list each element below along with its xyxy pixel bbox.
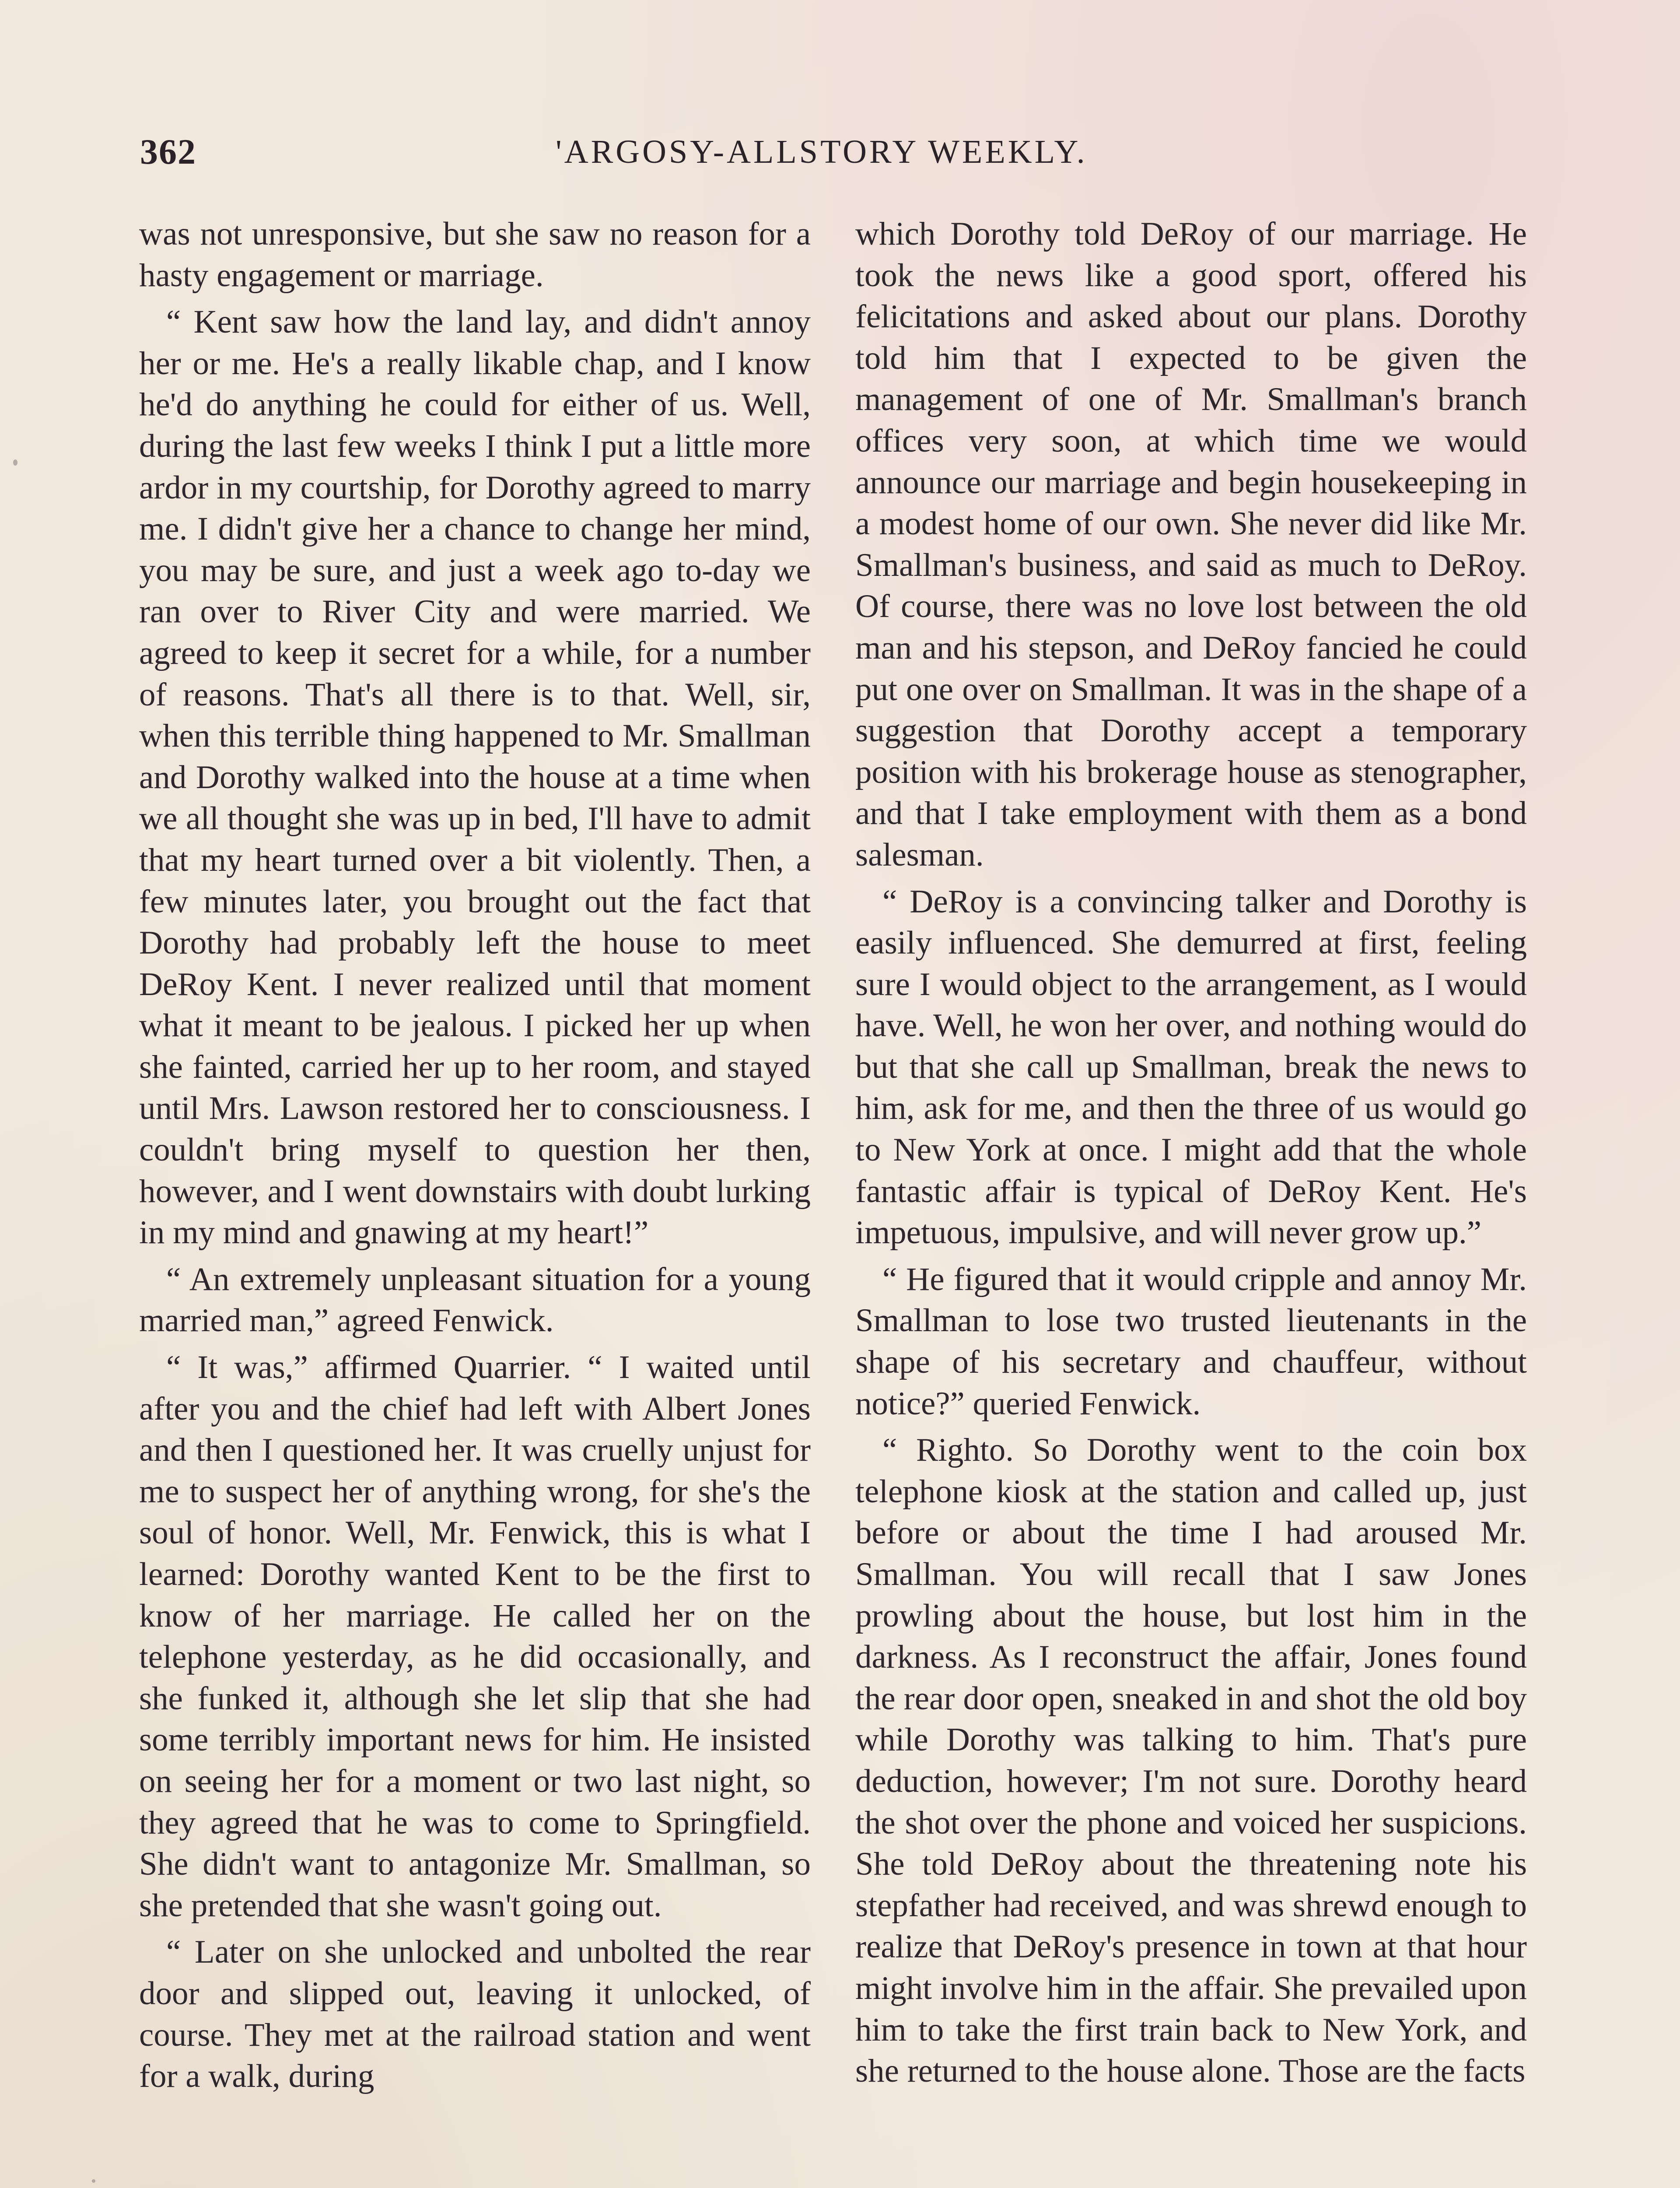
right-column bbox=[855, 214, 1527, 2097]
paper-speck bbox=[92, 2179, 95, 2183]
paragraph: “ Kent saw how the land lay, and didn't annoy her or me. He's a really likable chap, and I know he'd do anything he could for either of us. Well, during the last few weeks I think I put a little more ardor in my courtship, for Dorothy agreed to marry me. I didn't give her a chance to change her mind, you may be sure, and just a week ago to-day we ran over to River City and were married. We agreed to keep it secret for a while, for a number of reasons. That's all there is to that. Well, sir, when this terrible thing happened to Mr. Smallman and Dorothy walked into the house at a time when we all thought she was up in bed, I'll have to admit that my heart turned over a bit violently. Then, a few minutes later, you brought out the fact that Dorothy had probably left the house to meet DeRoy Kent. I never realized until that moment what it meant to be jealous. I picked her up when she fainted, carried her up to her room, and stayed until Mrs. Lawson restored her to consciousness. I couldn't bring myself to question her then, however, and I went downstairs with doubt lurking in my mind and gnawing at my heart!” bbox=[139, 304, 811, 1251]
paragraph: “ Righto. So Dorothy went to the coin box telephone kiosk at the station and called up, just before or about the time I had aroused Mr. Smallman. You will recall that I saw Jones prowling about the house, but lost him in the darkness. As I reconstruct the affair, Jones found the rear door open, sneaked in and shot the old boy while Dorothy was talking to him. That's pure deduction, however; I'm not sure. Dorothy heard the shot over the phone and voiced her suspicions. She told DeRoy about the threatening note his stepfather had received, and was shrewd enough to realize that DeRoy's presence in town at that hour might involve him in the affair. She prevailed upon him to take the first train back to New York, and she returned to the house alone. Those are the facts bbox=[855, 1432, 1527, 2090]
paragraph: “ It was,” affirmed Quarrier. “ I waited until after you and the chief had left with Albert Jones and then I questioned her. It was cruelly unjust for me to suspect her of anything wrong, for she's the soul of honor. Well, Mr. Fenwick, this is what I learned: Dorothy wanted Kent to be the first to know of her marriage. He called her on the telephone yesterday, as he did occasionally, and she funked it, although she let slip that she had some terribly important news for him. He insisted on seeing her for a moment or two last night, so they agreed that he was to come to Springfield. She didn't want to antagonize Mr. Smallman, so she pretended that she wasn't going out. bbox=[139, 1349, 811, 1924]
paragraph: was not unresponsive, but she saw no reason for a hasty engagement or marriage. bbox=[139, 216, 811, 294]
page-header bbox=[140, 131, 1531, 179]
running-head: 'ARGOSY-ALLSTORY WEEKLY. bbox=[556, 133, 1088, 170]
paragraph: “ An extremely unpleasant situation for a young married man,” agreed Fenwick. bbox=[139, 1261, 811, 1339]
left-column bbox=[139, 214, 811, 2103]
page-number: 362 bbox=[140, 132, 196, 172]
paragraph: “ He figured that it would cripple and annoy Mr. Smallman to lose two trusted lieutenants in the shape of his secretary and chauffeur, without notice?” queried Fenwick. bbox=[855, 1261, 1527, 1422]
paragraph: “ DeRoy is a convincing talker and Dorothy is easily influenced. She demurred at first, feeling sure I would object to the arrangement, as I would have. Well, he won her over, and nothing would do but that she call up Smallman, break the news to him, ask for me, and then the three of us would go to New York at once. I might add that the whole fantastic affair is typical of DeRoy Kent. He's impetuous, impulsive, and will never grow up.” bbox=[855, 883, 1527, 1251]
paper-speck bbox=[13, 459, 18, 466]
paragraph: “ Later on she unlocked and unbolted the rear door and slipped out, leaving it unlocked, of course. They met at the railroad station and went for a walk, during bbox=[139, 1934, 811, 2095]
paragraph: which Dorothy told DeRoy of our marriage. He took the news like a good sport, offered his felicitations and asked about our plans. Dorothy told him that I expected to be given the management of one of Mr. Smallman's branch offices very soon, at which time we would announce our marriage and begin housekeeping in a modest home of our own. She never did like Mr. Smallman's business, and said as much to DeRoy. Of course, there was no love lost between the old man and his stepson, and DeRoy fancied he could put one over on Smallman. It was in the shape of a suggestion that Dorothy accept a temporary position with his brokerage house as stenographer, and that I take employment with them as a bond salesman. bbox=[855, 216, 1527, 873]
